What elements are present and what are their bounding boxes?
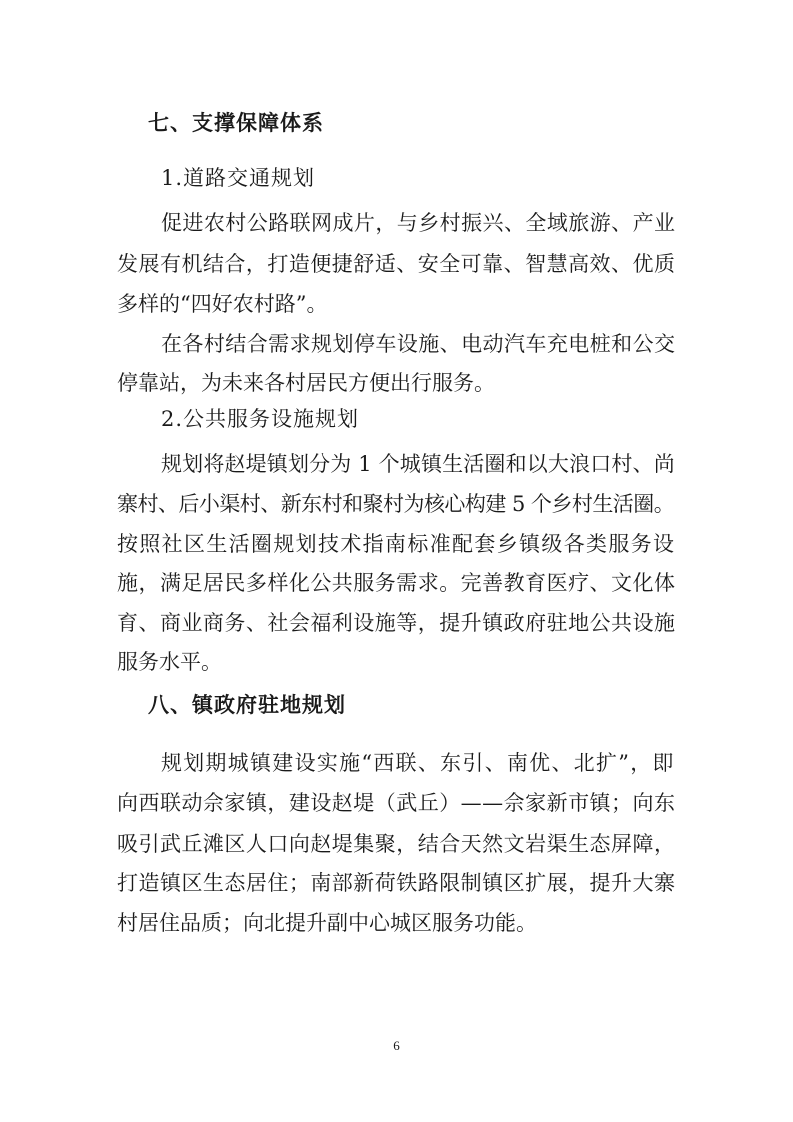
section-heading-support-system: 七、支撑保障体系 [148, 111, 324, 135]
subheading-road-traffic: 1.道路交通规划 [161, 166, 316, 190]
paragraph-line: 寨村、后小渠村、新东村和聚村为核心构建 5 个乡村生活圈。 [117, 492, 675, 516]
subheading-public-service: 2.公共服务设施规划 [161, 407, 360, 431]
paragraph-line: 促进农村公路联网成片，与乡村振兴、全域旅游、产业 [161, 211, 676, 235]
paragraph-line: 发展有机结合，打造便捷舒适、安全可靠、智慧高效、优质 [117, 252, 676, 276]
paragraph-line: 服务水平。 [117, 650, 222, 674]
paragraph-line: 向西联动佘家镇，建设赵堤（武丘）——佘家新市镇；向东 [117, 791, 676, 815]
paragraph-line: 村居住品质；向北提升副中心城区服务功能。 [117, 911, 537, 935]
paragraph-line: 按照社区生活圈规划技术指南标准配套乡镇级各类服务设 [117, 532, 676, 556]
paragraph-line: 停靠站，为未来各村居民方便出行服务。 [117, 371, 495, 395]
page-number: 6 [393, 1038, 400, 1053]
paragraph-line: 吸引武丘滩区人口向赵堤集聚，结合天然文岩渠生态屏障， [117, 832, 676, 856]
paragraph-line: 在各村结合需求规划停车设施、电动汽车充电桩和公交 [161, 332, 676, 356]
paragraph-line: 规划期城镇建设实施“西联、东引、南优、北扩”，即 [161, 751, 675, 775]
paragraph-line: 规划将赵堤镇划分为 1 个城镇生活圈和以大浪口村、尚 [161, 452, 675, 476]
section-heading-town-government-seat: 八、镇政府驻地规划 [148, 693, 346, 717]
paragraph-line: 施，满足居民多样化公共服务需求。完善教育医疗、文化体 [117, 571, 676, 595]
paragraph-line: 打造镇区生态居住；南部新荷铁路限制镇区扩展，提升大寨 [117, 871, 676, 895]
paragraph-line: 育、商业商务、社会福利设施等，提升镇政府驻地公共设施 [117, 611, 676, 635]
paragraph-line: 多样的“四好农村路”。 [117, 292, 328, 316]
